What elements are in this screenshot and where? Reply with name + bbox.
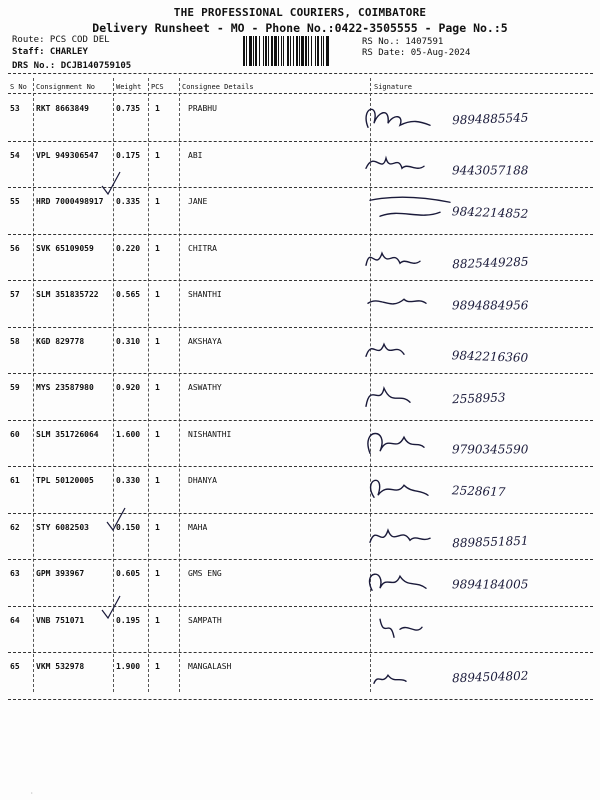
- column-header-divider: [8, 93, 593, 94]
- cell-weight: 1.900: [116, 662, 141, 671]
- signature-phone: 2528617: [451, 483, 506, 500]
- signature: [360, 655, 592, 698]
- rs-number: RS No.: 1407591: [362, 37, 444, 47]
- cell-consignee: ASWATHY: [188, 383, 222, 392]
- cell-consignment: STY 6082503: [36, 522, 89, 532]
- signature: [360, 376, 592, 419]
- cell-sno: 64: [10, 615, 20, 625]
- check-mark-icon: [105, 506, 127, 536]
- cell-consignment: VPL 949306547: [36, 150, 99, 160]
- cell-consignee: SAMPATH: [188, 615, 222, 625]
- cell-pcs: 1: [155, 290, 160, 299]
- signature-phone: 9842216360: [451, 347, 529, 365]
- cell-weight: 0.150: [116, 522, 141, 532]
- cell-pcs: 1: [155, 243, 160, 253]
- signature: [360, 237, 592, 280]
- signature-phone: 9443057188: [452, 162, 529, 177]
- signature: [360, 190, 592, 233]
- cell-weight: 0.335: [116, 197, 141, 206]
- cell-weight: 0.735: [116, 104, 141, 113]
- cell-sno: 65: [10, 662, 20, 671]
- cell-consignment: GPM 393967: [36, 569, 85, 578]
- signature-phone: 9894884956: [452, 298, 529, 313]
- cell-pcs: 1: [155, 104, 160, 113]
- cell-consignee: SHANTHI: [188, 290, 222, 299]
- cell-sno: 61: [10, 476, 20, 485]
- cell-weight: 0.605: [116, 569, 141, 578]
- signature: [360, 423, 592, 466]
- signature: [360, 609, 592, 652]
- scan-mark: ·: [30, 790, 34, 797]
- cell-sno: 63: [10, 569, 20, 578]
- cell-sno: 56: [10, 243, 20, 253]
- col-consignee: Consignee Details: [182, 83, 254, 91]
- cell-pcs: 1: [155, 383, 160, 392]
- cell-consignee: DHANYA: [188, 476, 217, 485]
- route-label: Route: PCS COD DEL: [12, 35, 110, 45]
- check-mark-icon: [100, 170, 122, 200]
- cell-consignee: MAHA: [188, 522, 208, 532]
- cell-pcs: 1: [155, 429, 160, 439]
- cell-pcs: 1: [155, 662, 160, 671]
- cell-consignment: VKM 532978: [36, 662, 85, 671]
- cell-weight: 1.600: [116, 429, 141, 439]
- cell-consignee: PRABHU: [188, 104, 217, 113]
- signature-phone: 8894504802: [451, 668, 529, 686]
- signature: [360, 97, 592, 140]
- cell-consignment: RKT 8663849: [36, 104, 89, 113]
- rs-date: RS Date: 05-Aug-2024: [362, 48, 471, 58]
- signature-phone: 9894885545: [451, 110, 529, 128]
- cell-pcs: 1: [155, 336, 160, 346]
- cell-consignment: HRD 7000498917: [36, 197, 104, 206]
- signature: [360, 283, 592, 326]
- signature-phone: 9790345590: [452, 441, 529, 456]
- cell-consignee: MANGALASH: [188, 662, 232, 671]
- signature-phone: 8898551851: [451, 533, 529, 550]
- cell-pcs: 1: [155, 197, 160, 206]
- cell-weight: 0.330: [116, 476, 141, 485]
- cell-consignment: SLM 351726064: [36, 429, 99, 439]
- col-signature: Signature: [374, 83, 412, 91]
- cell-sno: 53: [10, 104, 20, 113]
- barcode: [242, 36, 348, 66]
- cell-sno: 62: [10, 522, 20, 532]
- signature-phone: 2558953: [451, 390, 506, 407]
- cell-pcs: 1: [155, 476, 160, 485]
- cell-weight: 0.565: [116, 290, 141, 299]
- cell-consignment: MYS 23587980: [36, 383, 94, 392]
- cell-weight: 0.310: [116, 336, 141, 346]
- col-pcs: PCS: [151, 83, 164, 91]
- staff-label: Staff: CHARLEY: [12, 47, 88, 57]
- cell-consignee: JANE: [188, 197, 208, 206]
- cell-consignment: VNB 751071: [36, 615, 85, 625]
- cell-consignee: CHITRA: [188, 243, 217, 253]
- signature: [360, 516, 592, 559]
- cell-consignee: ABI: [188, 150, 203, 160]
- header-divider: [8, 73, 593, 74]
- cell-consignee: AKSHAYA: [188, 336, 222, 346]
- signature: [360, 330, 592, 373]
- cell-consignee: NISHANTHI: [188, 429, 232, 439]
- cell-consignee: GMS ENG: [188, 569, 222, 578]
- cell-pcs: 1: [155, 522, 160, 532]
- cell-pcs: 1: [155, 615, 160, 625]
- col-weight: Weight: [116, 83, 142, 91]
- signature-phone: 8825449285: [451, 254, 529, 271]
- cell-consignment: KGD 829778: [36, 336, 85, 346]
- row-divider: [8, 699, 593, 700]
- cell-weight: 0.220: [116, 243, 141, 253]
- cell-pcs: 1: [155, 150, 160, 160]
- cell-sno: 57: [10, 290, 20, 299]
- cell-weight: 0.195: [116, 615, 141, 625]
- col-consignment: Consignment No: [36, 83, 96, 91]
- cell-sno: 54: [10, 150, 20, 160]
- check-mark-icon: [100, 594, 122, 624]
- cell-sno: 59: [10, 383, 20, 392]
- cell-sno: 60: [10, 429, 20, 439]
- signature: [360, 562, 592, 605]
- signature-phone: 9894184005: [452, 577, 529, 592]
- cell-consignment: SVK 65109059: [36, 243, 94, 253]
- cell-consignment: TPL 50120005: [36, 476, 94, 485]
- cell-sno: 55: [10, 197, 20, 206]
- runsheet-subtitle: Delivery Runsheet - MO - Phone No.:0422-3505555 - Page No.:5: [92, 21, 508, 35]
- cell-weight: 0.920: [116, 383, 141, 392]
- cell-consignment: SLM 351835722: [36, 290, 99, 299]
- signature-phone: 9842214852: [451, 204, 529, 221]
- cell-sno: 58: [10, 336, 20, 346]
- col-sno: S No: [10, 83, 27, 91]
- signature: [360, 469, 592, 512]
- drs-number: DRS No.: DCJB140759105: [12, 61, 132, 71]
- cell-pcs: 1: [155, 569, 160, 578]
- cell-weight: 0.175: [116, 150, 141, 160]
- signature: [360, 144, 592, 187]
- company-title: THE PROFESSIONAL COURIERS, COIMBATORE: [173, 6, 427, 19]
